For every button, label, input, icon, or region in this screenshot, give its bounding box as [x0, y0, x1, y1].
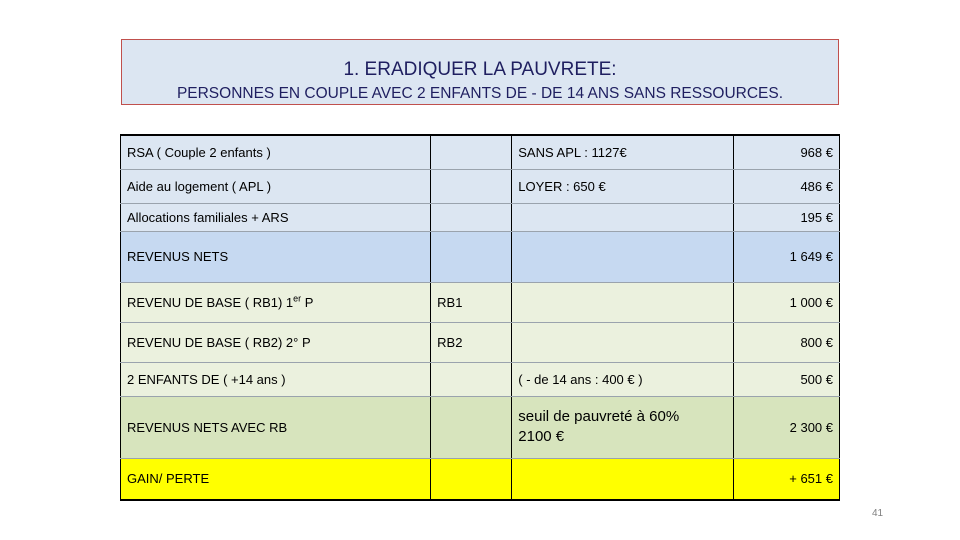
rb1-label-suffix: P	[301, 294, 314, 310]
title-box	[121, 39, 839, 105]
enfants-value: 500 €	[733, 362, 839, 396]
allocations-label: Allocations familiales + ARS	[121, 203, 431, 231]
poverty-threshold-text: seuil de pauvreté à 60%	[518, 408, 680, 425]
rb2-code: RB2	[431, 322, 512, 362]
apl-value: 486 €	[733, 169, 839, 203]
rb1-code: RB1	[431, 282, 512, 322]
revenus-nets-label: REVENUS NETS	[121, 231, 431, 282]
allocations-note	[512, 203, 733, 231]
gain-label: GAIN/ PERTE	[121, 458, 431, 500]
poverty-threshold-value: 2100 €	[518, 428, 565, 445]
revenus-nets-rb-label: REVENUS NETS AVEC RB	[121, 396, 431, 458]
page-title: 1. ERADIQUER LA PAUVRETE:	[343, 59, 617, 80]
rb2-label: REVENU DE BASE ( RB2) 2° P	[121, 322, 431, 362]
rb2-note	[512, 322, 733, 362]
table-row-rb2	[121, 322, 840, 362]
table-row-revenus-nets-rb	[121, 396, 840, 458]
rb2-value: 800 €	[733, 322, 839, 362]
table-row-rb1	[121, 282, 840, 322]
rsa-code	[431, 135, 512, 169]
allocations-value: 195 €	[733, 203, 839, 231]
gain-note	[512, 458, 733, 500]
enfants-code	[431, 362, 512, 396]
table-row-apl	[121, 169, 840, 203]
rsa-note: SANS APL : 1127€	[512, 135, 733, 169]
page-number: 41	[872, 508, 884, 519]
rsa-label: RSA ( Couple 2 enfants )	[121, 135, 431, 169]
revenus-nets-rb-value: 2 300 €	[733, 396, 839, 458]
gain-value: + 651 €	[733, 458, 839, 500]
gain-code	[431, 458, 512, 500]
revenus-nets-rb-note	[512, 396, 733, 458]
rb1-label	[121, 282, 431, 322]
apl-code	[431, 169, 512, 203]
rb1-value: 1 000 €	[733, 282, 839, 322]
rb1-note	[512, 282, 733, 322]
enfants-label: 2 ENFANTS DE ( +14 ans )	[121, 362, 431, 396]
rb1-label-prefix: REVENU DE BASE ( RB1) 1	[127, 294, 294, 310]
page-subtitle: PERSONNES EN COUPLE AVEC 2 ENFANTS DE - DE 14 ANS SANS RESSOURCES.	[176, 85, 784, 102]
revenus-nets-value: 1 649 €	[733, 231, 839, 282]
table-row-rsa	[121, 135, 840, 169]
enfants-note: ( - de 14 ans : 400 € )	[512, 362, 733, 396]
apl-note: LOYER : 650 €	[512, 169, 733, 203]
revenus-nets-note	[512, 231, 733, 282]
table-row-revenus-nets	[121, 231, 840, 282]
allocations-code	[431, 203, 512, 231]
table-row-enfants	[121, 362, 840, 396]
table-row-allocations	[121, 203, 840, 231]
rsa-value: 968 €	[733, 135, 839, 169]
rb1-label-sup: er	[293, 293, 302, 304]
revenus-nets-code	[431, 231, 512, 282]
table-row-gain	[121, 458, 840, 500]
apl-label: Aide au logement ( APL )	[121, 169, 431, 203]
revenus-nets-rb-code	[431, 396, 512, 458]
income-table	[120, 134, 840, 501]
